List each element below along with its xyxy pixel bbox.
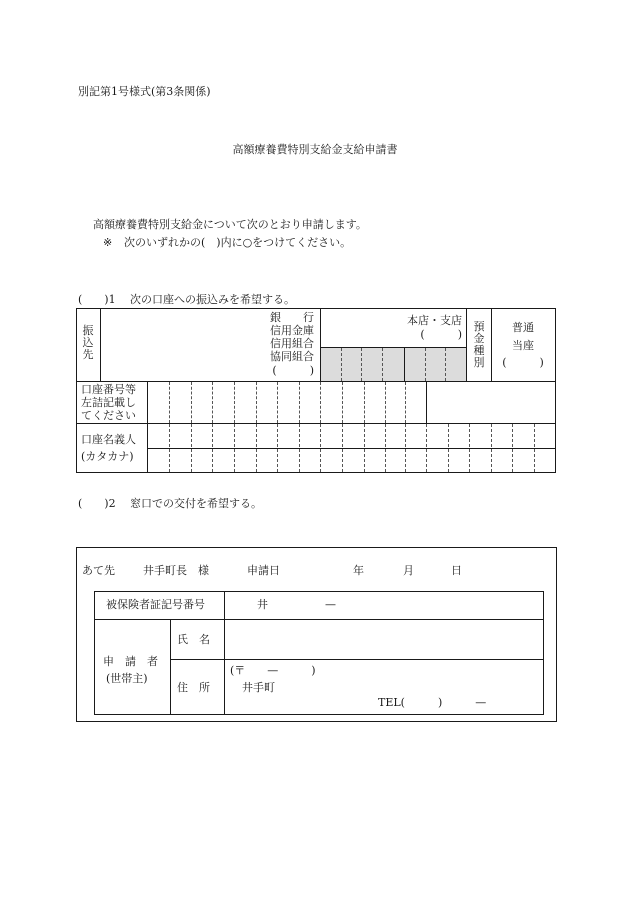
- account-holder-label-2: (カタカナ): [81, 450, 134, 463]
- institution-type-other[interactable]: ( ): [272, 364, 314, 377]
- insured-number-dash: —: [325, 598, 336, 611]
- option2-checkbox[interactable]: ( )2: [78, 497, 116, 510]
- branch-title[interactable]: 本店・支店: [407, 314, 462, 327]
- postal-code-field[interactable]: (〒 — ): [230, 664, 316, 677]
- account-number-label-1: 口座番号等: [81, 383, 136, 396]
- yokin-shubetsu-label: 預金種別: [473, 320, 485, 369]
- applicant-sub-label: (世帯主): [106, 672, 148, 685]
- form-reference: 別記第1号様式(第3条関係): [78, 85, 211, 98]
- furikomisaki-label: 振込先: [82, 324, 94, 361]
- address-label: 住 所: [177, 681, 210, 694]
- option1-checkbox[interactable]: ( )1: [78, 293, 116, 306]
- branch-paren[interactable]: ( ): [420, 328, 462, 341]
- institution-type-bank[interactable]: 銀 行: [270, 311, 314, 324]
- institution-type-shinkin[interactable]: 信用金庫: [270, 324, 314, 337]
- month-label: 月: [403, 564, 414, 577]
- insured-number-label: 被保険者証記号番号: [106, 598, 205, 611]
- account-holder-label-1: 口座名義人: [81, 433, 136, 446]
- page-title: 高額療養費特別支給金支給申請書: [232, 143, 398, 156]
- insured-number-prefix[interactable]: 井: [257, 598, 268, 611]
- mayor-name: 井手町長 様: [143, 564, 209, 577]
- option2-label: 窓口での交付を希望する。: [130, 497, 262, 510]
- note-text: 次のいずれかの( )内に○をつけてください。: [124, 236, 352, 249]
- intro-text: 高額療養費特別支給金について次のとおり申請します。: [93, 218, 367, 231]
- account-number-label-3: てください: [81, 409, 136, 422]
- account-type-futsu[interactable]: 普通: [512, 321, 534, 334]
- account-number-label-2: 左詰記載し: [81, 396, 136, 409]
- address-town: 井手町: [242, 681, 275, 694]
- name-label: 氏 名: [177, 633, 210, 646]
- option1-label: 次の口座への振込みを希望する。: [130, 293, 295, 306]
- day-label: 日: [451, 564, 462, 577]
- applicant-label: 申 請 者: [103, 655, 158, 668]
- tel-field[interactable]: TEL( ) —: [378, 696, 487, 709]
- date-label: 申請日: [247, 564, 280, 577]
- note-mark: ※: [103, 236, 113, 249]
- addressee-label: あて先: [82, 564, 115, 577]
- year-label: 年: [353, 564, 364, 577]
- institution-type-shinkumi[interactable]: 信用組合: [270, 337, 314, 350]
- account-type-toza[interactable]: 当座: [512, 339, 534, 352]
- account-type-other[interactable]: ( ): [502, 356, 544, 369]
- institution-type-kyodo[interactable]: 協同組合: [270, 350, 314, 363]
